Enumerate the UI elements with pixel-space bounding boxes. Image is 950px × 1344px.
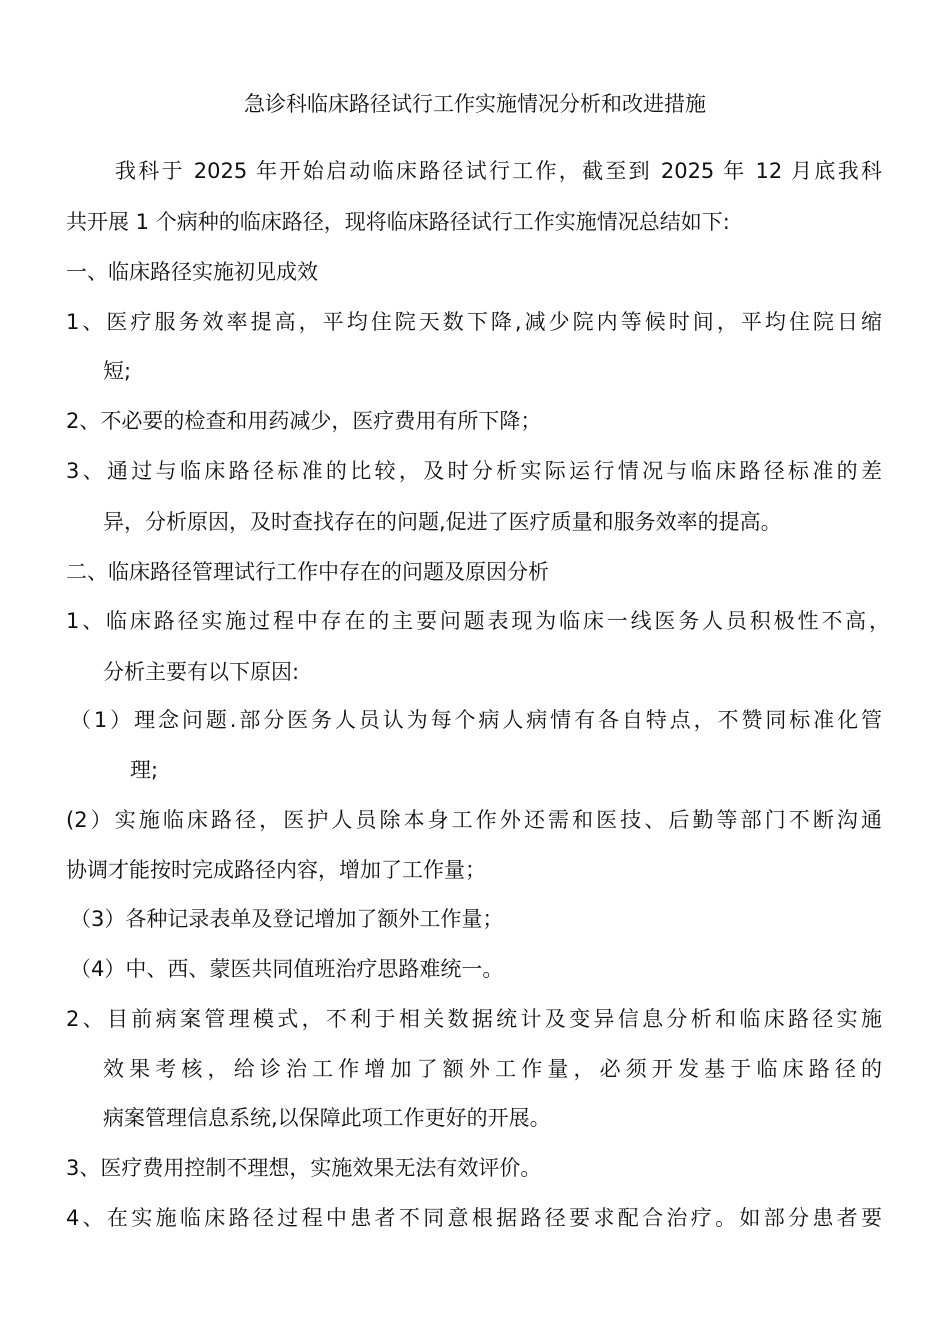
sub-item: （4）中、西、蒙医共同值班治疗思路难统一。 <box>70 957 504 981</box>
list-item: 1、医疗服务效率提高，平均住院天数下降,减少院内等候时间，平均住院日缩 <box>66 310 882 334</box>
list-item-continuation: 效果考核，给诊治工作增加了额外工作量，必须开发基于临床路径的 <box>103 1057 882 1081</box>
list-item: 2、不必要的检查和用药减少，医疗费用有所下降； <box>66 409 542 433</box>
sub-item: （3）各种记录表单及登记增加了额外工作量； <box>70 907 504 931</box>
sub-item-continuation: 理; <box>130 758 159 782</box>
sub-item-continuation: 协调才能按时完成路径内容，增加了工作量； <box>66 858 486 882</box>
list-item: 3、医疗费用控制不理想，实施效果无法有效评价。 <box>66 1156 542 1180</box>
list-item: 3、通过与临床路径标准的比较，及时分析实际运行情况与临床路径标准的差 <box>66 459 882 483</box>
list-item: 2、目前病案管理模式，不利于相关数据统计及变异信息分析和临床路径实施 <box>66 1007 882 1031</box>
list-item-continuation: 短; <box>103 359 132 383</box>
document-title: 急诊科临床路径试行工作实施情况分析和改进措施 <box>244 92 706 116</box>
section-heading: 二、临床路径管理试行工作中存在的问题及原因分析 <box>66 560 549 584</box>
list-item: 4、在实施临床路径过程中患者不同意根据路径要求配合治疗。如部分患者要 <box>66 1206 882 1230</box>
list-item-continuation: 异，分析原因，及时查找存在的问题,促进了医疗质量和服务效率的提高。 <box>103 510 782 534</box>
paragraph-line: 我科于 2025 年开始启动临床路径试行工作，截至到 2025 年 12 月底我科 <box>115 159 882 183</box>
sub-item: (2）实施临床路径，医护人员除本身工作外还需和医技、后勤等部门不断沟通 <box>66 808 882 832</box>
list-item: 1、临床路径实施过程中存在的主要问题表现为临床一线医务人员积极性不高， <box>66 609 890 633</box>
section-heading: 一、临床路径实施初见成效 <box>66 260 318 284</box>
list-item-continuation: 分析主要有以下原因: <box>103 660 300 684</box>
paragraph-line: 共开展 1 个病种的临床路径，现将临床路径试行工作实施情况总结如下: <box>66 210 730 234</box>
list-item-continuation: 病案管理信息系统,以保障此项工作更好的开展。 <box>103 1106 551 1130</box>
sub-item: （1）理念问题.部分医务人员认为每个病人病情有各自特点，不赞同标准化管 <box>70 708 882 732</box>
